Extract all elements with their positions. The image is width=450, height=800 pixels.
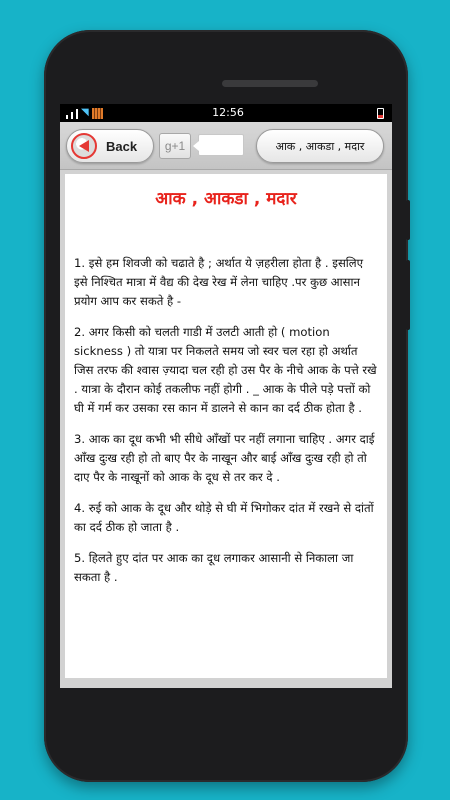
back-button[interactable]: [66, 129, 154, 163]
status-bar: [60, 104, 392, 122]
phone-side-button: [406, 200, 410, 240]
article-heading: आक , आकडा , मदार: [155, 189, 297, 209]
status-time: 12:56: [212, 106, 244, 119]
article-paragraph: 1. इसे हम शिवजी को चढाते है ; अर्थात ये ज़हरीला होता है . इसलिए इसे निश्चित मात्रा में वैद्य की देख रेख में लेना चाहिए .पर कुछ आसान प्रयोग आप कर सकते है -: [74, 256, 364, 308]
app-notification-icon: [92, 108, 103, 119]
signal-icon: [66, 115, 68, 119]
phone-side-button: [406, 260, 410, 330]
spacer: [74, 212, 378, 254]
article-card[interactable]: [65, 174, 387, 678]
toolbar: [60, 122, 392, 170]
article-paragraph: 5. हिलते हुए दांत पर आक का दूध लगाकर आसानी से निकाला जा सकता है .: [74, 551, 354, 584]
phone-speaker: [222, 80, 318, 87]
content-area: [60, 170, 392, 688]
google-plus-button[interactable]: g+1: [159, 133, 191, 159]
topic-title-pill: आक , आकडा , मदार: [256, 129, 384, 163]
back-arrow-icon: [71, 133, 97, 159]
battery-icon: [377, 108, 384, 119]
article-paragraph: 4. रुई को आक के दूध और थोड़े से घी में भिगोकर दांत में रखने से दांतों का दर्द ठीक हो जाता है .: [74, 501, 374, 534]
wifi-icon: ◥: [81, 107, 89, 118]
status-icons: [66, 107, 103, 119]
signal-icon-bar: [76, 109, 78, 119]
screen: [60, 104, 392, 688]
signal-icon-bar: [71, 112, 73, 119]
google-plus-count: [198, 134, 244, 156]
article-paragraph: 3. आक का दूध कभी भी सीधे आँखों पर नहीं लगाना चाहिए . अगर दाई आँख दुःख रही हो तो बाए पैर के नाखून और बाई आँख दुःख रही हो तो दाए पैर के नाखूनों को आक के दूध से तर कर दे .: [74, 432, 375, 484]
back-label: Back: [106, 138, 138, 154]
article-paragraph: 2. अगर किसी को चलती गाडी में उलटी आती हो ( motion sickness ) तो यात्रा पर निकलते समय जो स्वर चल रहा हो अर्थात जिस तरफ की श्वास ज़्यादा चल रही हो उस पैर के नीचे आक के पत्ते रखे . यात्रा के दौरान कोई तकलीफ नहीं होगी . _ आक के पीले पड़े पत्तों को घी में गर्म कर उसका रस कान में डालने से कान का दर्द ठीक होता है .: [74, 325, 377, 415]
